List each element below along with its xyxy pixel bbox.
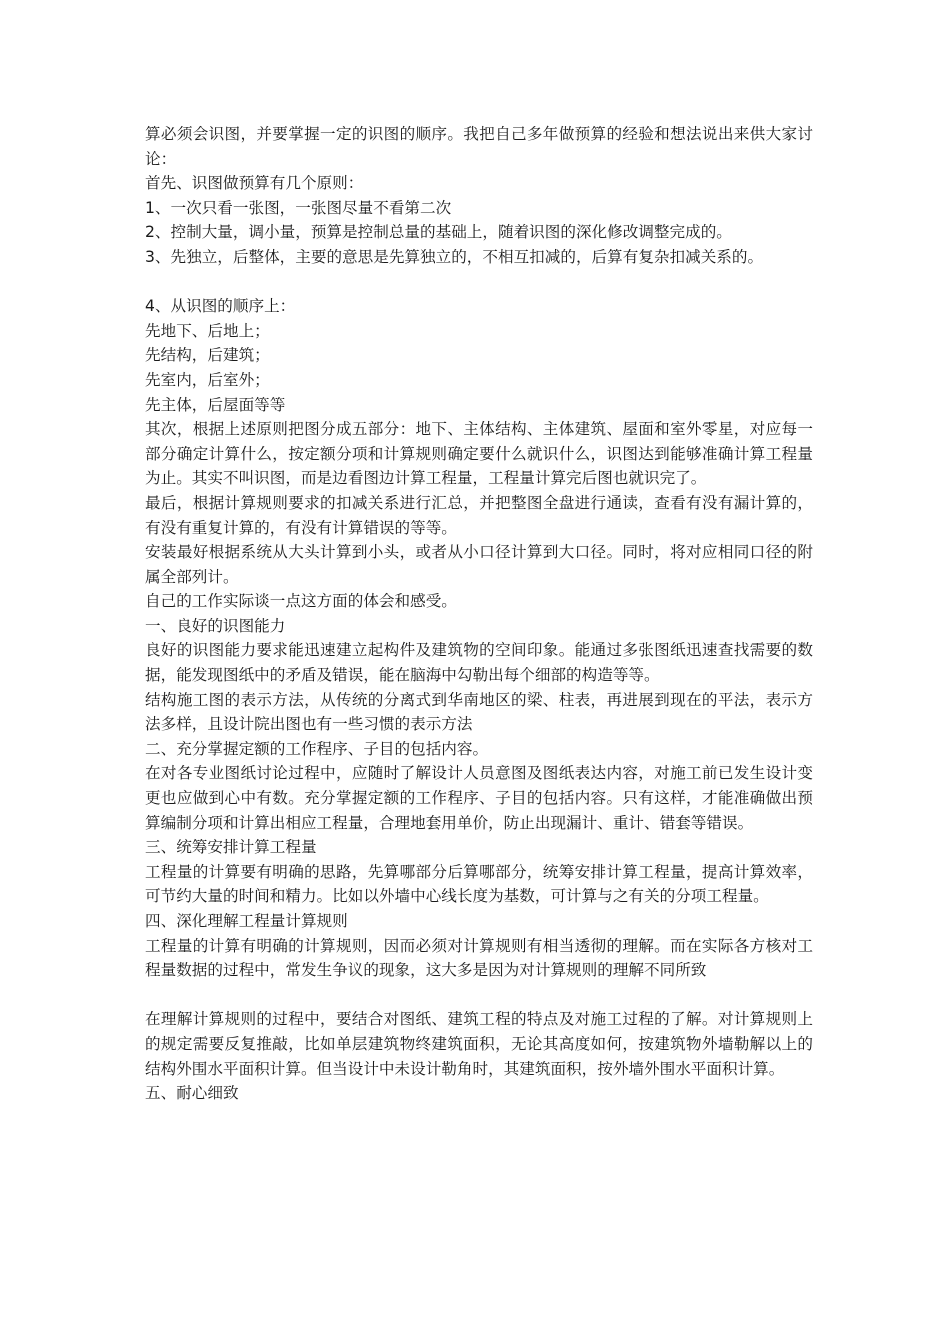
- section-heading-2: 二、充分掌握定额的工作程序、子目的包括内容。: [145, 739, 489, 758]
- document-body: [145, 122, 813, 1106]
- section-heading-3: 三、统筹安排计算工程量: [145, 838, 317, 857]
- order-item-1: 先地下、后地上；: [145, 321, 270, 340]
- section-1-paragraph-2: 结构施工图的表示方法，从传统的分离式到华南地区的梁、柱表，再进展到现在的平法，表示方法多样，且设计院出图也有一些习惯的表示方法: [145, 690, 813, 734]
- order-item-4: 先主体，后屋面等等: [145, 395, 286, 414]
- install-paragraph: 安装最好根据系统从大头计算到小头，或者从小口径计算到大口径。同时，将对应相同口径的附属全部列计。: [145, 543, 813, 586]
- section-heading-5: 五、耐心细致: [145, 1084, 239, 1103]
- section-4-paragraph-2: 在理解计算规则的过程中，要结合对图纸、建筑工程的特点及对施工过程的了解。对计算规则上的规定需要反复推敲，比如单层建筑物终建筑面积，无论其高度如何，按建筑物外墙勒解以上的结构外围水平面积计算。但当设计中未设计勒角时，其建筑面积，按外墙外围水平面积计算。: [145, 1010, 813, 1078]
- blank-line: [145, 270, 813, 295]
- section-1-paragraph-1: 良好的识图能力要求能迅速建立起构件及建筑物的空间印象。能通过多张图纸迅速查找需要的数据，能发现图纸中的矛盾及错误，能在脑海中勾勒出每个细部的构造等等。: [145, 641, 813, 685]
- order-item-3: 先室内，后室外；: [145, 370, 270, 389]
- section-3-paragraph: 工程量的计算要有明确的思路，先算哪部分后算哪部分，统筹安排计算工程量，提高计算效率，可节约大量的时间和精力。比如以外墙中心线长度为基数，可计算与之有关的分项工程量。: [145, 862, 813, 906]
- section-4-paragraph-1: 工程量的计算有明确的计算规则，因而必须对计算规则有相当透彻的理解。而在实际各方核对工程量数据的过程中，常发生争议的现象，这大多是因为对计算规则的理解不同所致: [145, 936, 813, 980]
- intro-paragraph: 算必须会识图，并要掌握一定的识图的顺序。我把自己多年做预算的经验和想法说出来供大家讨论：: [145, 125, 813, 168]
- section-heading-1: 一、良好的识图能力: [145, 616, 286, 635]
- section-2-paragraph: 在对各专业图纸讨论过程中，应随时了解设计人员意图及图纸表达内容，对施工前已发生设计变更也应做到心中有数。充分掌握定额的工作程序、子目的包括内容。只有这样，才能准确做出预算编制分项和计算出相应工程量，合理地套用单价，防止出现漏计、重计、错套等错误。: [145, 764, 813, 832]
- last-paragraph: 最后，根据计算规则要求的扣减关系进行汇总，并把整图全盘进行通读，查看有没有漏计算的，有没有重复计算的，有没有计算错误的等等。: [145, 493, 813, 537]
- principles-heading: 首先、识图做预算有几个原则：: [145, 174, 364, 193]
- principle-1: 1、一次只看一张图，一张图尽量不看第二次: [145, 198, 452, 217]
- second-paragraph: 其次，根据上述原则把图分成五部分：地下、主体结构、主体建筑、屋面和室外零星，对应每一部分确定计算什么，按定额分项和计算规则确定要什么就识什么，识图达到能够准确计算工程量为止。其实不叫识图，而是边看图边计算工程量，工程量计算完后图也就识完了。: [145, 420, 813, 488]
- order-item-2: 先结构，后建筑；: [145, 346, 270, 365]
- blank-line: [145, 983, 813, 1008]
- principle-3: 3、先独立，后整体，主要的意思是先算独立的，不相互扣减的，后算有复杂扣减关系的。: [145, 247, 764, 266]
- section-heading-4: 四、深化理解工程量计算规则: [145, 912, 348, 930]
- experience-line: 自己的工作实际谈一点这方面的体会和感受。: [145, 592, 457, 611]
- principle-4: 4、从识图的顺序上：: [145, 297, 296, 316]
- principle-2: 2、控制大量，调小量，预算是控制总量的基础上，随着识图的深化修改调整完成的。: [145, 223, 732, 242]
